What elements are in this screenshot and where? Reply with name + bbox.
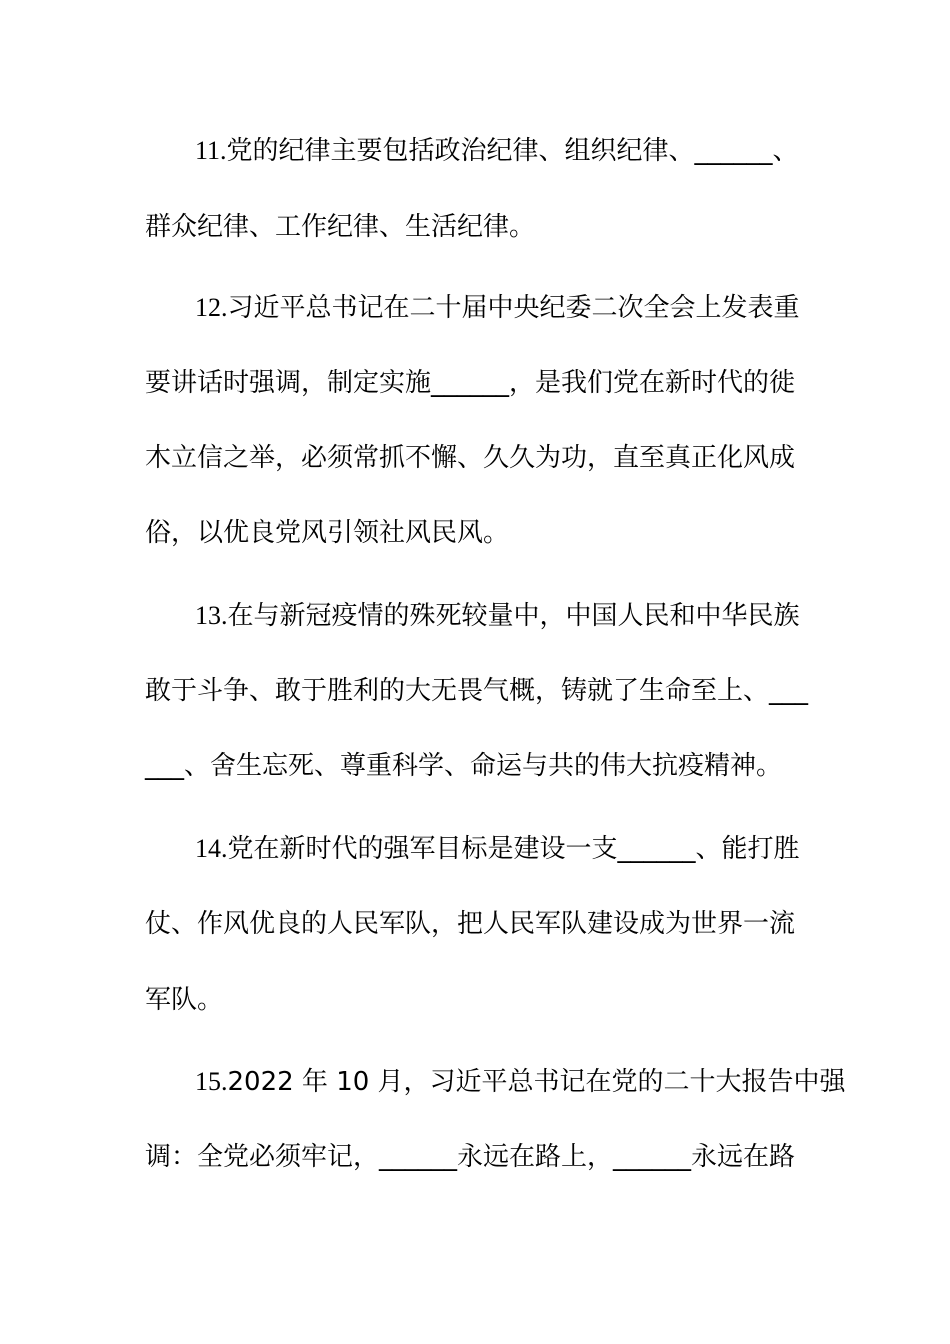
question-14-line-2: 仗、作风优良的人民军队，把人民军队建设成为世界一流	[145, 909, 796, 939]
question-12-line-1	[195, 288, 875, 328]
question-12-line-3: 木立信之举，必须常抓不懈、久久为功，直至真正化风成	[145, 443, 796, 473]
question-11-line-2: 群众纪律、工作纪律、生活纪律。	[145, 212, 536, 242]
question-13-number: 13.	[195, 601, 228, 630]
question-13-line-2: 敢于斗争、敢于胜利的大无畏气概，铸就了生命至上、___	[145, 676, 809, 706]
question-14-line-1	[195, 829, 875, 869]
question-13-text-1: 在与新冠疫情的殊死较量中，中国人民和中华民族	[227, 601, 800, 631]
question-14-number: 14.	[195, 834, 228, 863]
question-11-line-1	[195, 131, 875, 171]
question-15-text-1: 2022 年 10 月，习近平总书记在党的二十大报告中强	[227, 1067, 846, 1097]
question-15-number: 15.	[195, 1067, 228, 1096]
question-13-line-3: ___、舍生忘死、尊重科学、命运与共的伟大抗疫精神。	[145, 751, 783, 781]
question-13-line-1	[195, 596, 875, 636]
question-14-text-1: 党在新时代的强军目标是建设一支______、能打胜	[227, 834, 800, 864]
question-12-line-2: 要讲话时强调，制定实施______，是我们党在新时代的徙	[145, 368, 796, 398]
question-12-number: 12.	[195, 293, 228, 322]
question-12-line-4: 俗，以优良党风引领社风民风。	[145, 518, 510, 548]
question-11-number: 11.	[195, 136, 227, 165]
question-11-text-1: 党的纪律主要包括政治纪律、组织纪律、______、	[226, 136, 799, 166]
question-14-line-3: 军队。	[145, 985, 224, 1015]
question-12-text-1: 习近平总书记在二十届中央纪委二次全会上发表重	[227, 293, 800, 323]
question-15-line-2: 调：全党必须牢记，______永远在路上，______永远在路	[145, 1142, 796, 1172]
question-15-line-1	[195, 1062, 875, 1102]
